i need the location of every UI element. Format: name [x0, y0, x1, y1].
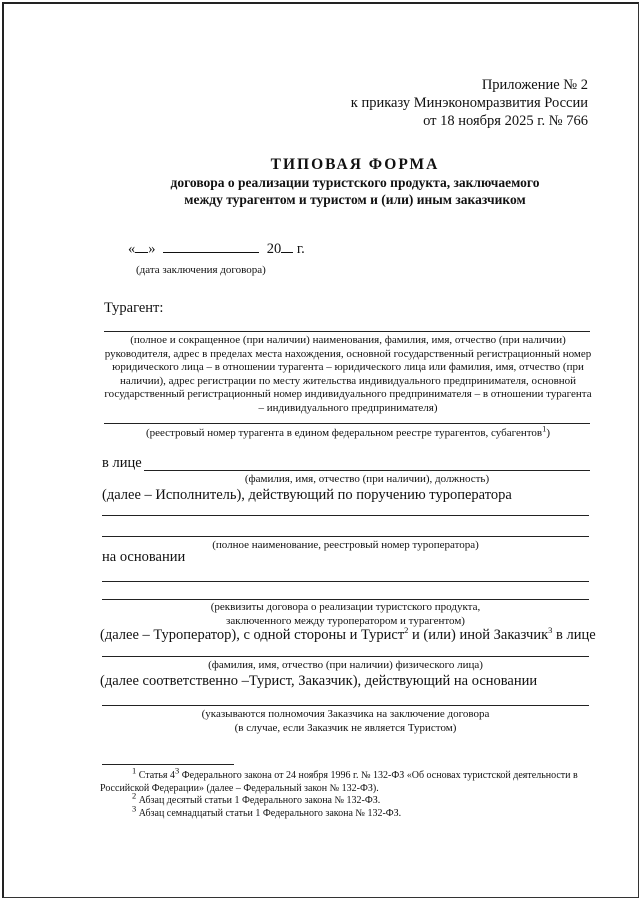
- date-year-suffix: г.: [296, 241, 305, 257]
- basis-label: на основании: [102, 549, 186, 565]
- footnote-1-sup: 3: [175, 765, 180, 776]
- footnote-1-text-b: Федерального закона от 24 ноября 1996 г. № 132-ФЗ «Об основах туристской деятельности в Российской Федерации» (далее – Федеральный закон № 132-ФЗ).: [100, 770, 578, 794]
- title-sub-2: между турагентом и туристом и (или) иным заказчиком: [184, 192, 526, 207]
- customer-name-line[interactable]: [102, 656, 589, 657]
- authority-caption-2: (в случае, если Заказчик не является Туристом): [234, 721, 457, 734]
- operator-caption: (полное наименование, реестровый номер туроператора): [212, 539, 479, 551]
- appendix-line-1: Приложение № 2: [481, 77, 588, 93]
- contract-date-line: [128, 240, 305, 258]
- operator-line-1[interactable]: [102, 515, 589, 516]
- parties-sentence: [100, 627, 596, 644]
- representative-caption: (фамилия, имя, отчество (при наличии), должность): [244, 473, 490, 485]
- executor-text: (далее – Исполнитель), действующий по поручению туроператора: [102, 487, 512, 503]
- footnote-mark-2: 2: [404, 625, 409, 636]
- parties-part-a: (далее – Туроператор), с одной стороны и Турист: [100, 627, 405, 643]
- footnotes: [100, 765, 600, 820]
- agent-registry-line[interactable]: [104, 423, 590, 424]
- date-day-blank[interactable]: [135, 240, 148, 253]
- contract-caption-2: заключенного между туроператором и турагентом): [226, 614, 465, 627]
- date-day-open: «: [128, 241, 136, 257]
- registry-caption-close: ): [546, 427, 551, 439]
- appendix-header: [300, 76, 588, 130]
- authority-caption: [102, 708, 589, 735]
- date-year-prefix: 20: [266, 241, 282, 257]
- date-year-blank[interactable]: [281, 240, 293, 253]
- footnote-3-text: Абзац семнадцатый статьи 1 Федерального закона № 132-ФЗ.: [136, 807, 402, 819]
- contract-details-line-1[interactable]: [102, 581, 589, 582]
- representative-line[interactable]: [144, 470, 590, 471]
- date-month-blank[interactable]: [163, 240, 259, 253]
- agent-name-line[interactable]: [104, 331, 590, 332]
- customer-text: (далее соответственно –Турист, Заказчик), действующий на основании: [100, 673, 538, 689]
- appendix-line-3: от 18 ноября 2025 г. № 766: [423, 113, 588, 129]
- footnote-1-text-a: Статья 4: [136, 770, 175, 781]
- contract-caption-1: (реквизиты договора о реализации туристского продукта,: [210, 601, 481, 613]
- document-title: [90, 155, 620, 208]
- footnote-mark-3: 3: [548, 625, 553, 636]
- page-border: [2, 2, 639, 898]
- title-main: ТИПОВАЯ ФОРМА: [270, 156, 440, 173]
- footnote-2: [100, 790, 600, 808]
- footnote-3: [100, 803, 600, 821]
- agent-registry-caption: [104, 423, 592, 441]
- authority-line[interactable]: [102, 705, 589, 706]
- contract-details-caption: [102, 601, 589, 628]
- agent-caption: (полное и сокращенное (при наличии) наименования, фамилия, имя, отчество (при наличии) руководителя, адрес в пределах места нахождения, основной государственный регистрационный номер юридического лица – в отношении турагента – юридического лица или фамилия, имя, отчество (при наличии), адрес регистрации по месту жительства индивидуального предпринимателя, основной государственный регистрационный номер индивидуального предпринимателя – в отношении турагента – индивидуального предпринимателя): [104, 334, 592, 414]
- footnote-2-mark: 2: [132, 790, 137, 801]
- footnote-3-mark: 3: [132, 803, 137, 814]
- customer-caption: (фамилия, имя, отчество (при наличии) физического лица): [208, 659, 483, 671]
- footnote-1: [100, 765, 600, 795]
- footnote-2-text: Абзац десятый статьи 1 Федерального закона № 132-ФЗ.: [136, 795, 381, 806]
- parties-part-c: в лице: [552, 627, 596, 643]
- representative-label: в лице: [102, 455, 142, 471]
- agent-label: Турагент:: [104, 300, 164, 316]
- parties-part-b: и (или) иной Заказчик: [408, 627, 549, 643]
- operator-line-2[interactable]: [102, 536, 589, 537]
- date-day-close: »: [148, 241, 156, 257]
- appendix-line-2: к приказу Минэкономразвития России: [350, 95, 588, 111]
- date-caption: (дата заключения договора): [136, 264, 266, 276]
- registry-caption-text: (реестровый номер турагента в едином федеральном реестре турагентов, субагентов: [145, 427, 543, 439]
- authority-caption-1: (указываются полномочия Заказчика на заключение договора: [201, 708, 490, 720]
- contract-details-line-2[interactable]: [102, 599, 589, 600]
- title-sub-1: договора о реализации туристского продукта, заключаемого: [170, 175, 540, 190]
- footnote-separator: [102, 764, 234, 765]
- footnote-1-mark: 1: [132, 765, 137, 776]
- registry-footnote-mark: 1: [542, 423, 547, 434]
